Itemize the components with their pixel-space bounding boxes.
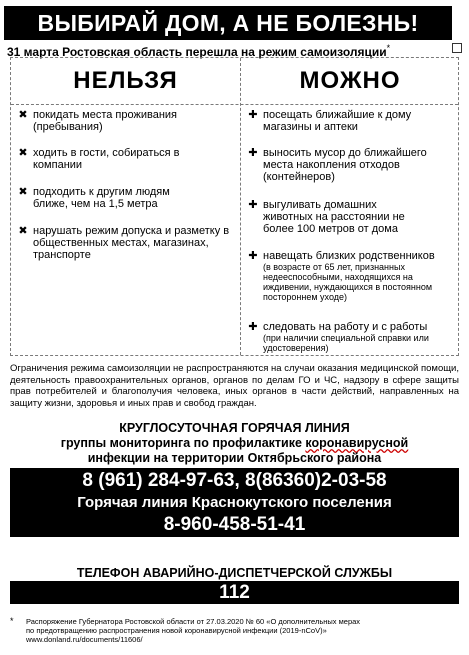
cross-icon: ✖ [18, 147, 28, 159]
cross-icon: ✖ [18, 109, 28, 121]
hotline-subtitle: группы мониторинга по профилактике коронавирусной [60, 436, 409, 450]
forbidden-heading: НЕЛЬЗЯ [73, 67, 178, 94]
footnote-line: по предотвращению распространения новой коронавирусной инфекции (2019-nCoV)» [26, 626, 327, 635]
restriction-note: Ограничения режима самоизоляции не распространяются на случаи оказания медицинской помощи, деятельность правоохранительных органов, органов по делам ГО и ЧС, надзору в сфере защиты прав потребителей и благополучия человека, иных органов в части действий, направленных на защиту жизни, здоровья и иных прав и свобод граждан. [10, 363, 459, 409]
second-hotline-label: Горячая линия Краснокутского поселения [77, 494, 392, 511]
emergency-number: 112 [10, 581, 459, 604]
second-hotline-phone: 8-960-458-51-41 [163, 514, 306, 535]
plus-icon: ✚ [248, 199, 258, 211]
hotline-title: КРУГЛОСУТОЧНАЯ ГОРЯЧАЯ ЛИНИЯ [119, 421, 350, 435]
emergency-title: ТЕЛЕФОН АВАРИЙНО-ДИСПЕТЧЕРСКОЙ СЛУЖБЫ [76, 566, 393, 580]
allowed-item: ✚ выгуливать домашних животных на расстоянии не более 100 метров от дома [248, 199, 405, 235]
forbidden-item: ✖ ходить в гости, собираться в компании [18, 147, 180, 171]
cross-icon: ✖ [18, 186, 28, 198]
allowed-item: ✚ следовать на работу и с работы (при наличии специальной справки или удостоверения) [248, 321, 429, 353]
forbidden-item: ✖ нарушать режим допуска и разметку в общественных местах, магазинах, транспорте [18, 225, 230, 261]
plus-icon: ✚ [248, 321, 258, 333]
allowed-heading: МОЖНО [299, 67, 401, 94]
footnote-link[interactable]: www.donland.ru/documents/11606/ [26, 635, 143, 644]
subtitle-text: 31 марта Ростовская область перешла на режим самоизоляции [7, 45, 387, 59]
hotline-phones: 8 (961) 284-97-63, 8(86360)2-03-58 [82, 470, 387, 491]
footnote-mark: * [10, 616, 14, 626]
footnote [10, 617, 459, 644]
footnote-line: Распоряжение Губернатора Ростовской области от 27.03.2020 № 60 «О дополнительных мерах [26, 617, 361, 626]
footnote-ref: * [386, 43, 391, 53]
banner-title: ВЫБИРАЙ ДОМ, А НЕ БОЛЕЗНЬ! [4, 6, 452, 40]
hotline-box [10, 468, 459, 537]
checkbox[interactable] [452, 43, 462, 53]
allowed-item: ✚ посещать ближайшие к дому магазины и аптеки [248, 109, 412, 133]
header-divider [11, 104, 458, 105]
hotline-region: инфекции на территории Октябрьского района [87, 451, 382, 465]
plus-icon: ✚ [248, 147, 258, 159]
forbidden-item: ✖ подходить к другим людям ближе, чем на 1,5 метра [18, 186, 170, 210]
allowed-item: ✚ навещать близких родственников (в возрасте от 65 лет, признанных недееспособными, находящихся на иждивении, нуждающихся в постоянном постороннем уходе) [248, 250, 435, 302]
allowed-item: ✚ выносить мусор до ближайшего места накопления отходов (контейнеров) [248, 147, 427, 183]
plus-icon: ✚ [248, 109, 258, 121]
cross-icon: ✖ [18, 225, 28, 237]
rules-table [10, 57, 459, 356]
plus-icon: ✚ [248, 250, 258, 262]
forbidden-item: ✖ покидать места проживания (пребывания) [18, 109, 178, 133]
